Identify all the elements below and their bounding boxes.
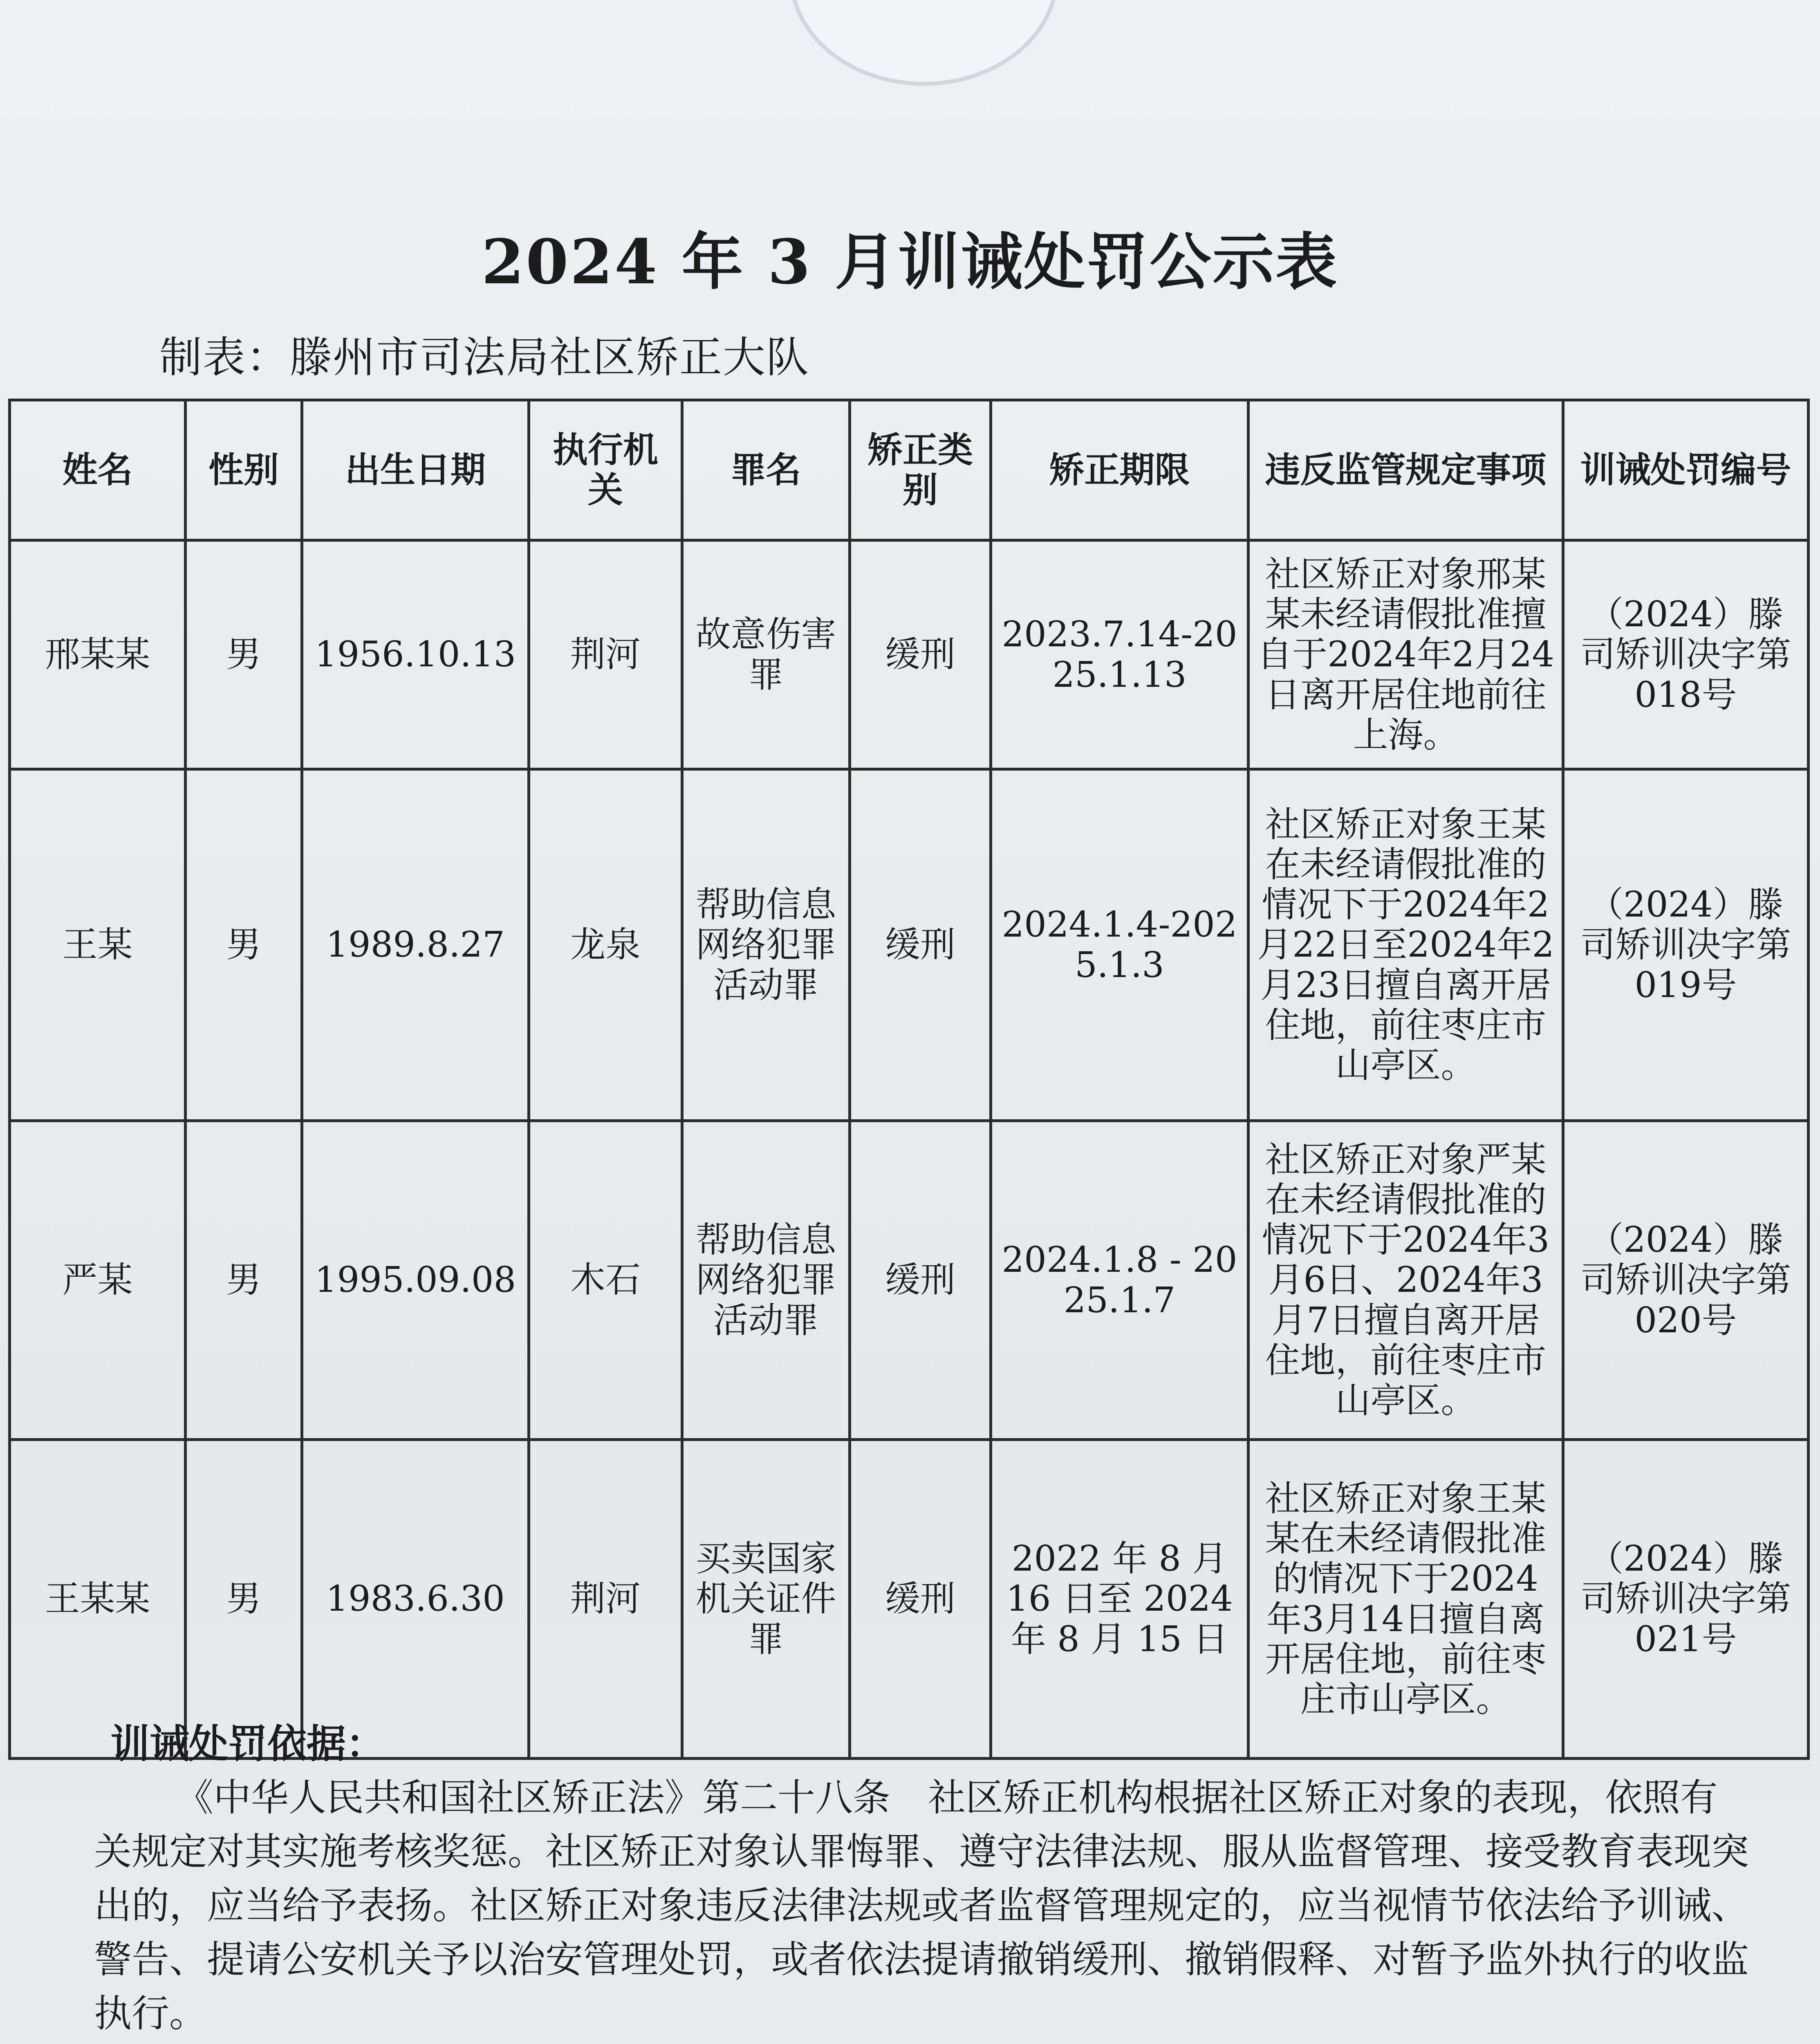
cell-agency: 木石 [529, 1121, 682, 1440]
cell-category: 缓刑 [850, 540, 991, 769]
penalty-basis-section [94, 1717, 1750, 2044]
cell-agency: 荆河 [529, 540, 682, 769]
cell-name: 严某 [10, 1121, 186, 1440]
cell-category: 缓刑 [850, 769, 991, 1121]
cell-decision-no: （2024）滕司矫训决字第021号 [1563, 1440, 1809, 1759]
cell-offense: 买卖国家机关证件罪 [682, 1440, 850, 1759]
header-category: 矫正类别 [850, 400, 991, 540]
table-row [10, 540, 1809, 769]
cell-gender: 男 [186, 540, 302, 769]
cell-offense: 帮助信息网络犯罪活动罪 [682, 769, 850, 1121]
basis-paragraph: 《中华人民共和国社区矫正法》第二十八条 社区矫正机构根据社区矫正对象的表现，依照有关规定对其实施考核奖惩。社区矫正对象认罪悔罪、遵守法律法规、服从监督管理、接受教育表现突出的，应当给予表扬。社区矫正对象违反法律法规或者监督管理规定的，应当视情节依法给予训诫、警告、提请公安机关予以治安管理处罚，或者依法提请撤销缓刑、撤销假释、对暂予监外执行的收监执行。 [94, 1776, 1749, 2035]
cell-birthdate: 1956.10.13 [302, 540, 529, 769]
cell-term: 2023.7.14-2025.1.13 [991, 540, 1248, 769]
cell-birthdate: 1995.09.08 [302, 1121, 529, 1440]
cell-birthdate: 1983.6.30 [302, 1440, 529, 1759]
page-title: 2024 年 3 月训诫处罚公示表 [481, 226, 1339, 298]
cell-gender: 男 [186, 1440, 302, 1759]
cell-violation: 社区矫正对象严某在未经请假批准的情况下于2024年3月6日、2024年3月7日擅自离开居住地，前往枣庄市山亭区。 [1248, 1121, 1563, 1440]
table-maker: 制表：滕州市司法局社区矫正大队 [159, 332, 810, 382]
cell-term: 2022 年 8 月 16 日至 2024 年 8 月 15 日 [991, 1440, 1248, 1759]
cell-name: 邢某某 [10, 540, 186, 769]
header-decision-no: 训诫处罚编号 [1563, 400, 1809, 540]
table-row [10, 1440, 1809, 1759]
cell-decision-no: （2024）滕司矫训决字第019号 [1563, 769, 1809, 1121]
header-agency: 执行机关 [529, 400, 682, 540]
header-name: 姓名 [10, 400, 186, 540]
paper-clip-notch [789, 0, 1059, 86]
cell-decision-no: （2024）滕司矫训决字第020号 [1563, 1121, 1809, 1440]
table-header-row [10, 400, 1809, 540]
cell-gender: 男 [186, 1121, 302, 1440]
cell-name: 王某某 [10, 1440, 186, 1759]
cell-violation: 社区矫正对象邢某某未经请假批准擅自于2024年2月24日离开居住地前往上海。 [1248, 540, 1563, 769]
penalty-table [8, 399, 1810, 1760]
cell-decision-no: （2024）滕司矫训决字第018号 [1563, 540, 1809, 769]
header-offense: 罪名 [682, 400, 850, 540]
cell-agency: 龙泉 [529, 769, 682, 1121]
cell-term: 2024.1.4-2025.1.3 [991, 769, 1248, 1121]
header-birthdate: 出生日期 [302, 400, 529, 540]
cell-name: 王某 [10, 769, 186, 1121]
header-violation: 违反监管规定事项 [1248, 400, 1563, 540]
cell-category: 缓刑 [850, 1440, 991, 1759]
cell-term: 2024.1.8 - 2025.1.7 [991, 1121, 1248, 1440]
header-term: 矫正期限 [991, 400, 1248, 540]
cell-gender: 男 [186, 769, 302, 1121]
cell-offense: 帮助信息网络犯罪活动罪 [682, 1121, 850, 1440]
cell-violation: 社区矫正对象王某在未经请假批准的情况下于2024年2月22日至2024年2月23日擅自离开居住地，前往枣庄市山亭区。 [1248, 769, 1563, 1121]
cell-agency: 荆河 [529, 1440, 682, 1759]
cell-birthdate: 1989.8.27 [302, 769, 529, 1121]
basis-heading: 训诫处罚依据： [110, 1721, 385, 1767]
cell-category: 缓刑 [850, 1121, 991, 1440]
table-row [10, 1121, 1809, 1440]
cell-violation: 社区矫正对象王某某在未经请假批准的情况下于2024年3月14日擅自离开居住地，前往枣庄市山亭区。 [1248, 1440, 1563, 1759]
table-row [10, 769, 1809, 1121]
header-gender: 性别 [186, 400, 302, 540]
basis-paragraph [94, 2041, 1750, 2044]
cell-offense: 故意伤害罪 [682, 540, 850, 769]
